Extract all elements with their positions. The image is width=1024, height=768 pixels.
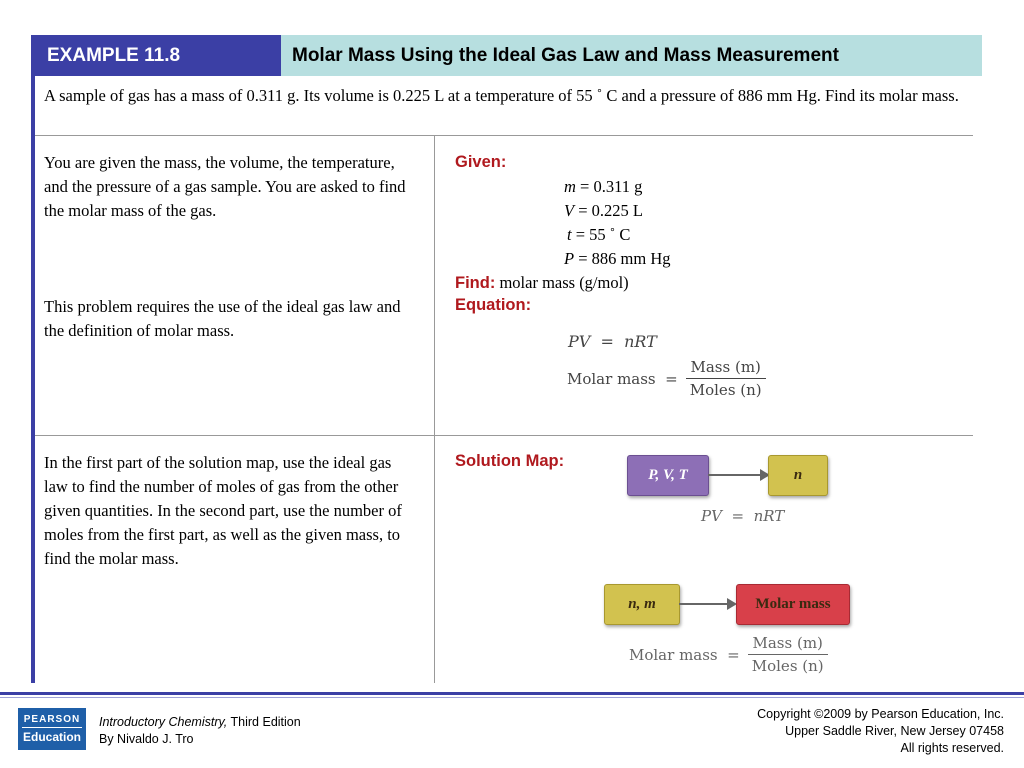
pvt-box: P, V, T (627, 455, 709, 496)
problem-statement: A sample of gas has a mass of 0.311 g. Its volume is 0.225 L at a temperature of 55 ˚ C and a pressure of 886 mm Hg. Find its molar mass. (44, 86, 959, 105)
footer-rule (0, 692, 1024, 695)
given-pressure: P = 886 mm Hg (564, 249, 671, 268)
step2-equation: Molar mass = Mass (m) Moles (n) (629, 634, 828, 675)
author: By Nivaldo J. Tro (99, 732, 194, 746)
molar-mass-box: Molar mass (736, 584, 850, 625)
n-box: n (768, 455, 828, 496)
column-divider (434, 136, 435, 683)
book-title-line: Introductory Chemistry, Third Edition (99, 715, 301, 729)
given-mass: m = 0.311 g (564, 177, 643, 196)
pearson-logo: PEARSON Education (18, 708, 86, 750)
copyright: Copyright ©2009 by Pearson Education, Inc. Upper Saddle River, New Jersey 07458 All rights reserved. (757, 707, 1004, 755)
book-info (99, 714, 301, 748)
example-label: EXAMPLE 11.8 (47, 44, 181, 66)
left-accent-bar (31, 35, 35, 683)
divider (35, 435, 973, 436)
find-line: Find: molar mass (g/mol) (455, 273, 629, 292)
n-m-box: n, m (604, 584, 680, 625)
page-title: Molar Mass Using the Ideal Gas Law and Mass Measurement (292, 44, 839, 66)
solution-map-paragraph: In the first part of the solution map, use the ideal gas law to find the number of moles of gas from the other given quantities. In the second part, use the number of moles from the first part, as well as the given mass, to find the molar mass. (44, 453, 402, 568)
title-box (281, 35, 982, 76)
footer-rule-thin (0, 697, 1024, 698)
example-label-box (35, 35, 281, 76)
arrow-icon (708, 465, 770, 485)
given-volume: V = 0.225 L (564, 201, 643, 220)
given-temperature: t = 55 ˚ C (567, 225, 631, 244)
molar-mass-equation: Molar mass = Mass (m) Moles (n) (567, 358, 766, 399)
find-label: Find: (455, 274, 496, 292)
step1-equation: PV = nRT (701, 507, 785, 525)
ideal-gas-equation: PV = nRT (568, 332, 657, 351)
given-label: Given: (455, 153, 507, 171)
divider (35, 135, 973, 136)
strategy-paragraph: This problem requires the use of the ideal gas law and the definition of molar mass. (44, 297, 401, 340)
arrow-icon (679, 594, 737, 614)
equation-label: Equation: (455, 296, 532, 314)
solution-map-label: Solution Map: (455, 452, 565, 470)
analysis-paragraph: You are given the mass, the volume, the temperature, and the pressure of a gas sample. You are asked to find the molar mass of the gas. (44, 153, 406, 220)
